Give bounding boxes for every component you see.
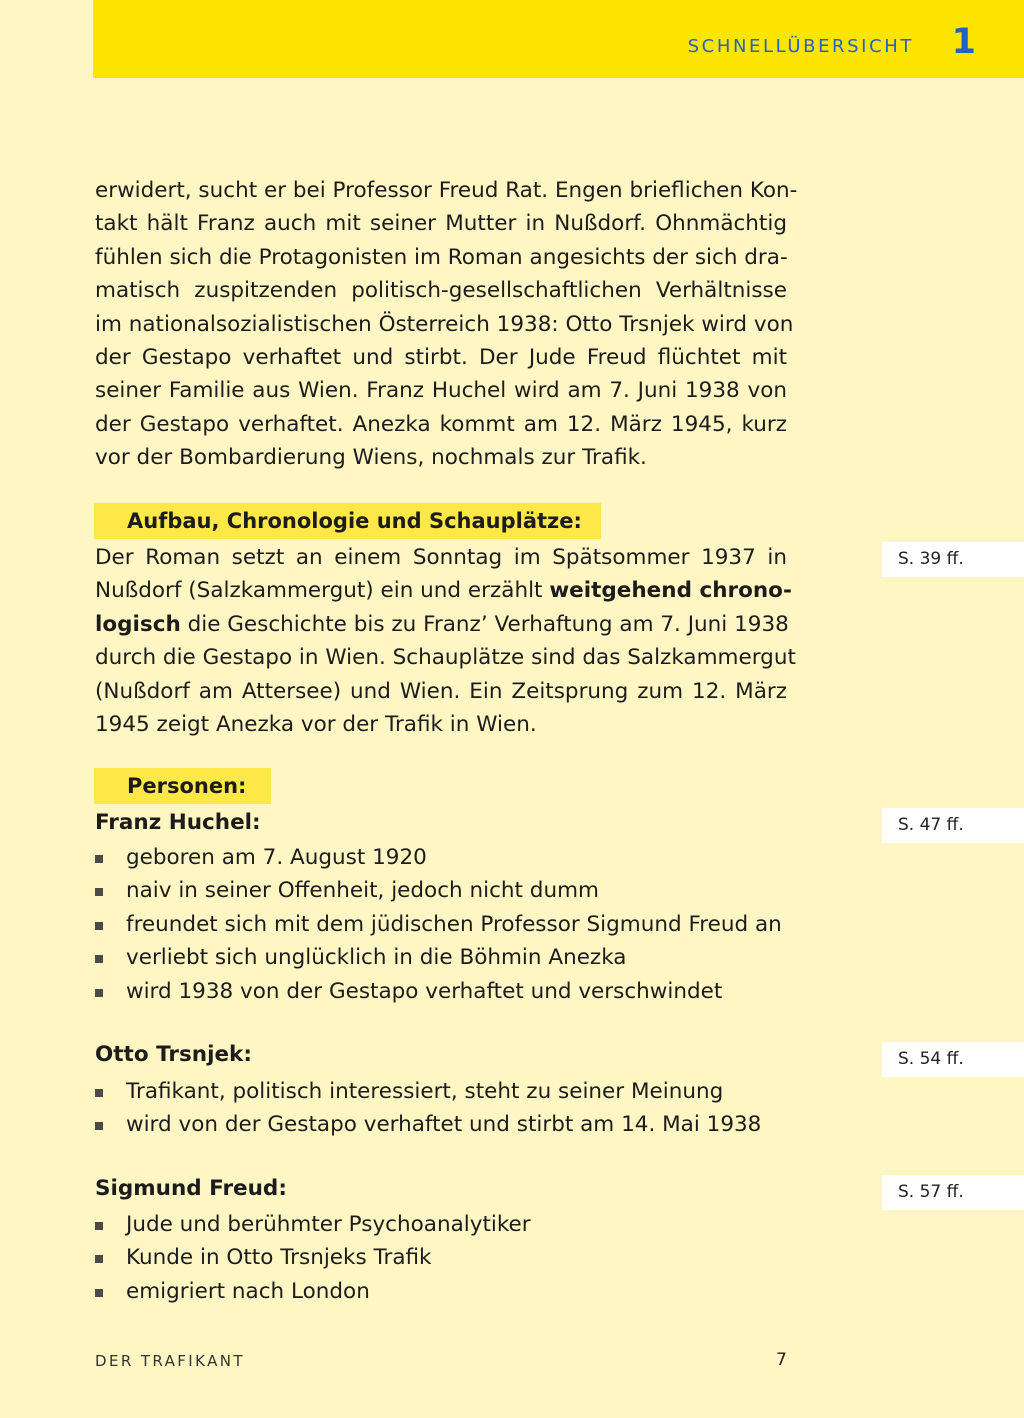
list-item: naiv in seiner Offenheit, jedoch nicht dumm <box>95 874 782 907</box>
text-segment: die Geschichte bis zu Franz’ Verhaftung am 7. Juni 1938 <box>180 611 789 637</box>
person-name-freud: Sigmund Freud: <box>95 1176 287 1201</box>
list-item: wird von der Gestapo verhaftet und stirbt am 14. Mai 1938 <box>95 1108 761 1141</box>
list-item: freundet sich mit dem jüdischen Professor Sigmund Freud an <box>95 908 782 941</box>
text-line: vor der Bombardierung Wiens, nochmals zur Trafik. <box>95 445 647 471</box>
list-item: Jude und berühmter Psychoanalytiker <box>95 1208 531 1241</box>
list-item: Trafikant, politisch interessiert, steht zu seiner Meinung <box>95 1075 761 1108</box>
otto-page-ref: S. 54 ff. <box>882 1042 1024 1077</box>
aufbau-paragraph <box>95 541 796 741</box>
list-item: emigriert nach London <box>95 1275 531 1308</box>
freud-bullet-list <box>95 1208 531 1308</box>
personen-heading: Personen: <box>94 768 271 804</box>
header-bar <box>93 0 1024 78</box>
aufbau-heading: Aufbau, Chronologie und Schauplätze: <box>94 503 601 539</box>
text-line: seiner Familie aus Wien. Franz Huchel wird am 7. Juni 1938 von <box>95 378 787 404</box>
aufbau-page-ref: S. 39 ff. <box>882 542 1024 577</box>
text-line: (Nußdorf am Attersee) und Wien. Ein Zeitsprung zum 12. März <box>95 678 787 704</box>
text-line: fühlen sich die Protagonisten im Roman angesichts der sich dra- <box>95 244 788 270</box>
text-segment: Nußdorf (Salzkammergut) ein und erzählt <box>95 578 550 604</box>
text-line: 1945 zeigt Anezka vor der Trafik in Wien. <box>95 712 537 738</box>
list-item: Kunde in Otto Trsnjeks Trafik <box>95 1241 531 1274</box>
bold-text: weitgehend chrono- <box>549 578 792 604</box>
text-line <box>95 608 787 641</box>
text-line: takt hält Franz auch mit seiner Mutter in Nußdorf. Ohnmächtig <box>95 211 787 237</box>
page-number: 7 <box>776 1350 787 1370</box>
list-item: verliebt sich unglücklich in die Böhmin Anezka <box>95 941 782 974</box>
franz-bullet-list <box>95 841 782 1008</box>
list-item: geboren am 7. August 1920 <box>95 841 782 874</box>
text-line: Der Roman setzt an einem Sonntag im Spätsommer 1937 in <box>95 545 787 570</box>
person-name-franz: Franz Huchel: <box>95 810 261 835</box>
franz-page-ref: S. 47 ff. <box>882 808 1024 843</box>
text-line: der Gestapo verhaftet. Anezka kommt am 12. März 1945, kurz <box>95 411 787 437</box>
section-title: SCHNELLÜBERSICHT <box>687 36 914 57</box>
footer-book-title: DER TRAFIKANT <box>95 1352 245 1370</box>
text-line: matisch zuspitzenden politisch-gesellschaftlichen Verhältnisse <box>95 278 787 304</box>
freud-page-ref: S. 57 ff. <box>882 1175 1024 1210</box>
text-line <box>95 574 792 607</box>
person-name-otto: Otto Trsnjek: <box>95 1042 252 1067</box>
intro-paragraph <box>95 174 798 475</box>
bold-text: logisch <box>95 611 181 637</box>
list-item: wird 1938 von der Gestapo verhaftet und verschwindet <box>95 975 782 1008</box>
text-line: im nationalsozialistischen Österreich 1938: Otto Trsnjek wird von <box>95 311 794 337</box>
text-line: erwidert, sucht er bei Professor Freud Rat. Engen brieflichen Kon- <box>95 178 798 203</box>
text-line: durch die Gestapo in Wien. Schauplätze sind das Salzkammergut <box>95 645 796 671</box>
otto-bullet-list <box>95 1075 761 1142</box>
text-line: der Gestapo verhaftet und stirbt. Der Jude Freud flüchtet mit <box>95 345 787 371</box>
chapter-number: 1 <box>951 22 976 62</box>
